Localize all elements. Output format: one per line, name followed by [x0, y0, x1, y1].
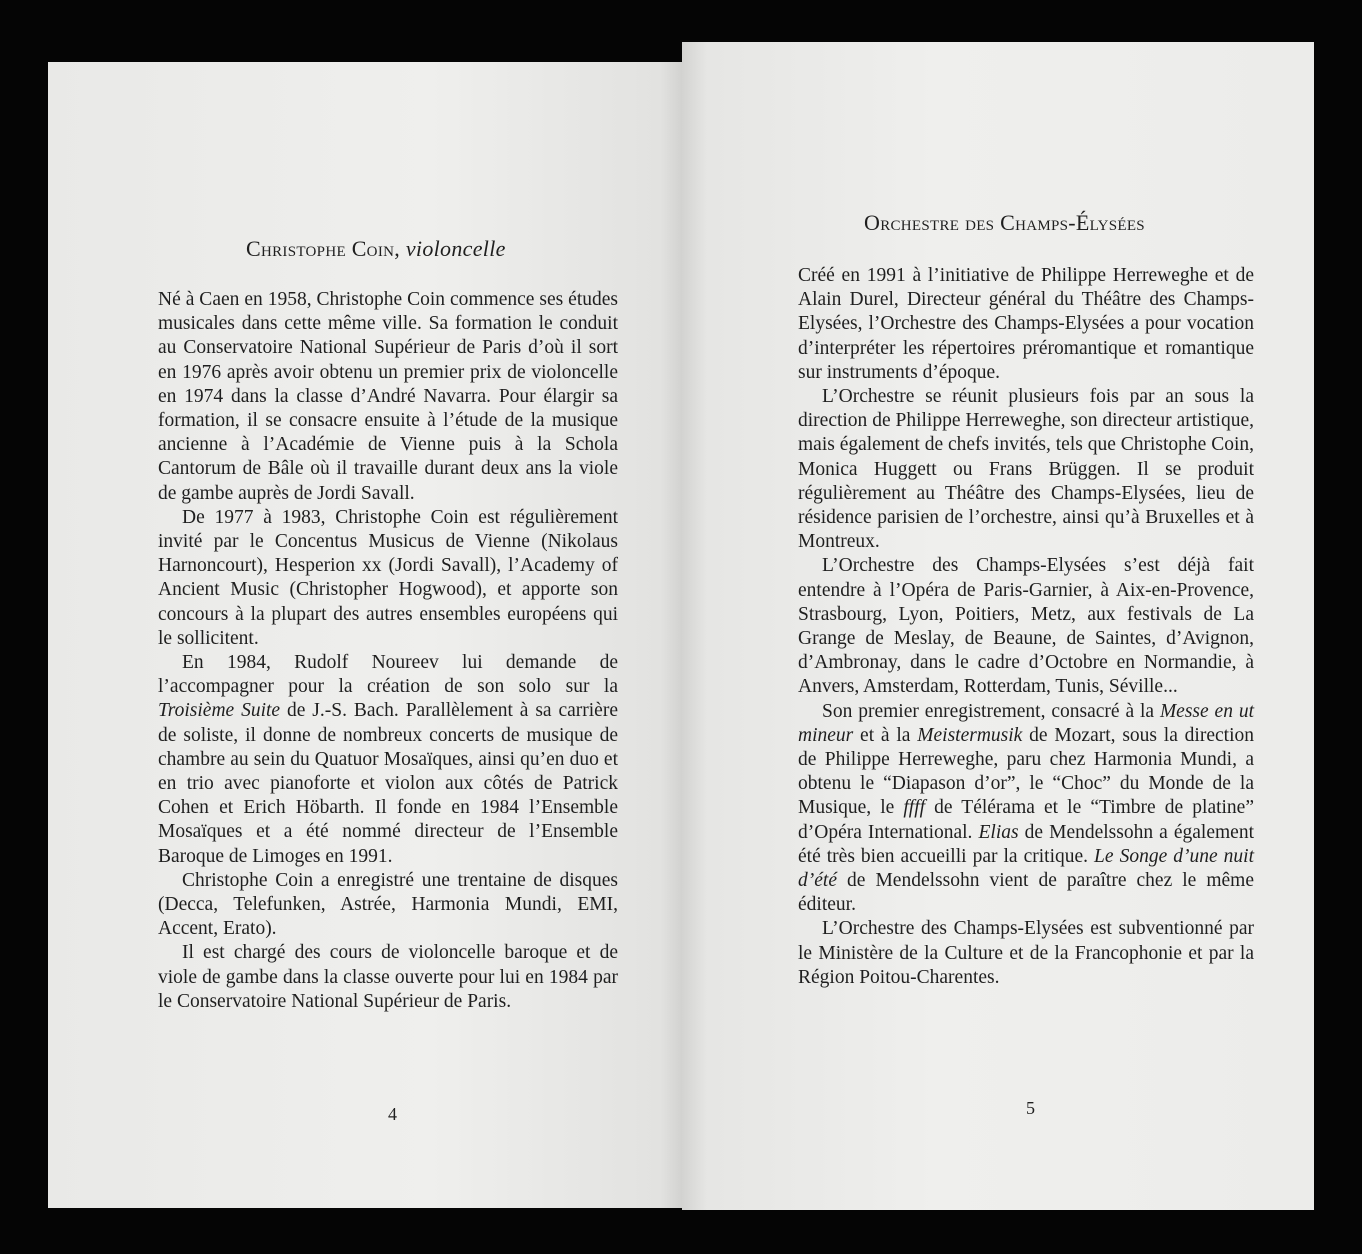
paragraph-text: de Mendelssohn a également été très bien accueilli par la critique. — [798, 821, 1254, 867]
left-page-body — [158, 288, 618, 1014]
paragraph: Créé en 1991 à l’initiative de Philippe Herreweghe et de Alain Durel, Directeur général du Théâtre des Champs-Elysées, l’Orchestre des Champs-Elysées a pour vocation d’interpréter les répertoires préromantique et romantique sur instruments d’époque. — [798, 265, 1254, 383]
award-name: ffff — [903, 797, 926, 819]
paragraph: Christophe Coin a enregistré une trentaine de disques (Decca, Telefunken, Astrée, Harmonia Mundi, EMI, Accent, Erato). — [158, 869, 618, 940]
paragraph-text: de J.-S. Bach. Parallèlement à sa carrière de soliste, il donne de nombreux concerts de musique de chambre au sein du Quatuor Mosaïques, ainsi qu’en duo et en trio avec pianoforte et violon aux côtés de Patrick Cohen et Erich Höbarth. Il fonde en 1984 l’Ensemble Mosaïques et a été nommé directeur de l’Ensemble Baroque de Limoges en 1991. — [158, 700, 618, 867]
work-title: Messe en ut mineur — [798, 700, 1254, 746]
paragraph-text: de Télérama et le “Timbre de platine” d’Opéra International. — [798, 797, 1254, 843]
left-page — [48, 62, 686, 1208]
paragraph-text: de Mozart, sous la direction de Philippe Herreweghe, paru chez Harmonia Mundi, a obtenu le “Diapason d’or”, le “Choc” du Monde de la Musique, le — [798, 724, 1254, 819]
paragraph: Il est chargé des cours de violoncelle baroque et de viole de gambe dans la classe ouverte pour lui en 1984 par le Conservatoire National Supérieur de Paris. — [158, 942, 618, 1012]
paragraph-text: Son premier enregistrement, consacré à la — [822, 700, 1160, 722]
paragraph-text: de Mendelssohn vient de paraître chez le même éditeur. — [798, 870, 1254, 916]
work-title: Troisième Suite — [158, 700, 281, 722]
page-number: 4 — [388, 1104, 397, 1124]
left-page-heading — [246, 236, 506, 262]
paragraph: L’Orchestre se réunit plusieurs fois par an sous la direction de Philippe Herreweghe, son directeur artistique, mais également de chefs invités, tels que Christophe Coin, Monica Huggett ou Frans Brüggen. Il se produit régulièrement au Théâtre des Champs-Elysées, lieu de résidence parisien de l’orchestre, ainsi qu’à Bruxelles et à Montreux. — [798, 386, 1254, 553]
right-page — [682, 42, 1314, 1210]
heading-role: violoncelle — [405, 236, 506, 261]
paragraph: Né à Caen en 1958, Christophe Coin commence ses études musicales dans cette même ville. Sa formation le conduit au Conservatoire National Supérieur de Paris d’où il sort en 1976 après avoir obtenu un premier prix de violoncelle en 1974 dans la classe d’André Navarra. Pour élargir sa formation, il se consacre ensuite à l’étude de la musique ancienne à l’Académie de Vienne puis à la Schola Cantorum de Bâle où il travaille durant deux ans la viole de gambe auprès de Jordi Savall. — [158, 289, 618, 504]
paragraph-text: En 1984, Rudolf Noureev lui demande de l’accompagner pour la création de son solo sur la — [158, 652, 618, 698]
paragraph-text: et à la — [853, 724, 918, 746]
right-page-body — [798, 264, 1254, 990]
work-title: Meistermusik — [917, 724, 1023, 746]
booklet-spread — [48, 42, 1314, 1210]
work-title: Le Songe d’une nuit d’été — [798, 845, 1254, 892]
paragraph: De 1977 à 1983, Christophe Coin est régulièrement invité par le Concentus Musicus de Vienne (Nikolaus Harnoncourt), Hesperion xx (Jordi Savall), l’Academy of Ancient Music (Christopher Hogwood), et apporte son concours à la plupart des autres ensembles européens qui le sollicitent. — [158, 506, 618, 649]
right-page-heading: Orchestre des Champs-Élysées — [864, 210, 1145, 235]
page-number: 5 — [1026, 1098, 1035, 1118]
paragraph — [158, 651, 618, 869]
paragraph — [798, 700, 1254, 918]
work-title: Elias — [978, 821, 1019, 843]
paragraph: L’Orchestre des Champs-Elysées est subventionné par le Ministère de la Culture et de la Francophonie et par la Région Poitou-Charentes. — [798, 918, 1254, 988]
heading-name: Christophe Coin, — [246, 236, 401, 261]
paragraph: L’Orchestre des Champs-Elysées s’est déjà fait entendre à l’Opéra de Paris-Garnier, à Aix-en-Provence, Strasbourg, Lyon, Poitiers, Metz, aux festivals de La Grange de Meslay, de Beaune, de Saintes, d’Avignon, d’Ambronay, dans le cadre d’Octobre en Normandie, à Anvers, Amsterdam, Rotterdam, Tunis, Séville... — [798, 555, 1254, 698]
